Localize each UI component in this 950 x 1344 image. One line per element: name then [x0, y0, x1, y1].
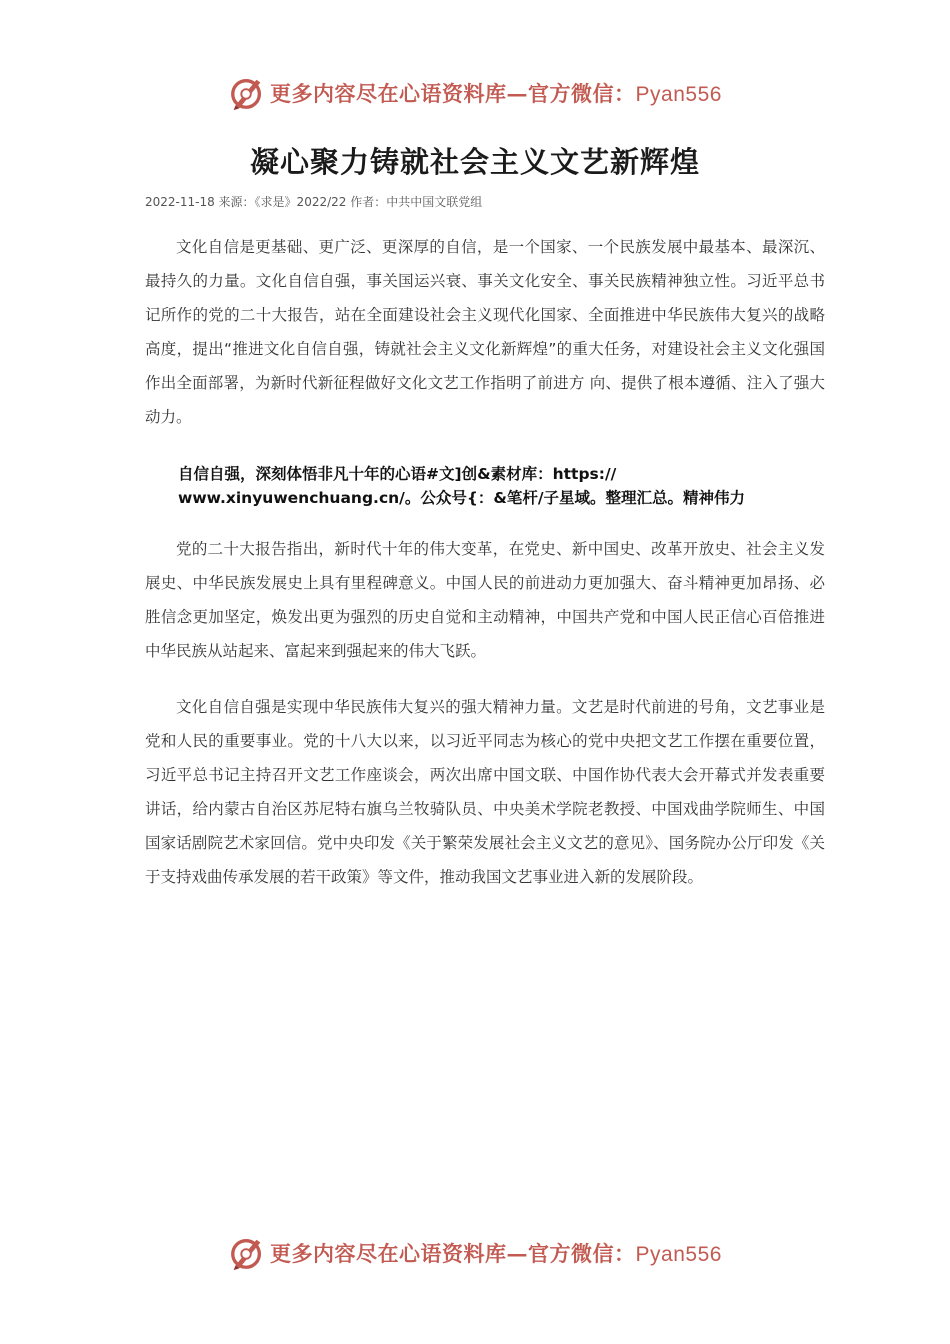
footer-banner: [0, 1233, 950, 1273]
banner-caption: 更多内容尽在心语资料库—官方微信：: [270, 81, 636, 106]
wechat-id: Pyan556: [635, 83, 722, 106]
paragraph-2: 党的二十大报告指出，新时代十年的伟大变革，在党史、新中国史、改革开放史、社会主义发展史、中华民族发展史上具有里程碑意义。中国人民的前进动力更加强大、奋斗精神更加昂扬、必胜信念更加坚定，焕发出更为强烈的历史自觉和主动精神，中国共产党和中国人民正信心百倍推进中华民族从站起来、富起来到强起来的伟大飞跃。: [145, 540, 825, 660]
pen-logo-icon: [228, 1234, 266, 1272]
section-subheading: [178, 462, 798, 510]
wechat-id: Pyan556: [635, 1243, 722, 1266]
banner-caption: 更多内容尽在心语资料库—官方微信：: [270, 1241, 636, 1266]
banner-text: [270, 1238, 722, 1268]
article-title: 凝心聚力铸就社会主义文艺新辉煌: [249, 145, 700, 179]
paragraph-1: 文化自信是更基础、更广泛、更深厚的自信，是一个国家、一个民族发展中最基本、最深沉、最持久的力量。文化自信自强，事关国运兴衰、事关文化安全、事关民族精神独立性。习近平总书记所作的党的二十大报告，站在全面建设社会主义现代化国家、全面推进中华民族伟大复兴的战略高度，提出“推进文化自信自强，铸就社会主义文化新辉煌”的重大任务，对建设社会主义文化强国作出全面部署，为新时代新征程做好文化文艺工作指明了前进方 向、提供了根本遵循、注入了强大动力。: [145, 238, 825, 426]
header-banner: [0, 73, 950, 113]
article-meta: 2022-11-18 来源：《求是》2022/22 作者：中共中国文联党组: [145, 195, 483, 209]
banner-text: [270, 78, 722, 108]
pen-logo-icon: [228, 74, 266, 112]
paragraph-3: 文化自信自强是实现中华民族伟大复兴的强大精神力量。文艺是时代前进的号角，文艺事业是党和人民的重要事业。党的十八大以来，以习近平同志为核心的党中央把文艺工作摆在重要位置，习近平总书记主持召开文艺工作座谈会，两次出席中国文联、中国作协代表大会开幕式并发表重要讲话，给内蒙古自治区苏尼特右旗乌兰牧骑队员、中央美术学院老教授、中国戏曲学院师生、中国国家话剧院艺术家回信。党中央印发《关于繁荣发展社会主义文艺的意见》、国务院办公厅印发《关于支持戏曲传承发展的若干政策》等文件，推动我国文艺事业进入新的发展阶段。: [145, 698, 825, 886]
subheading-line-1: 自信自强，深刻体悟非凡十年的心语#文]创&素材库：https://: [178, 465, 617, 483]
subheading-line-2: www.xinyuwenchuang.cn/。公众号{：&笔杆/子星域。整理汇总。精神伟力: [178, 489, 746, 507]
